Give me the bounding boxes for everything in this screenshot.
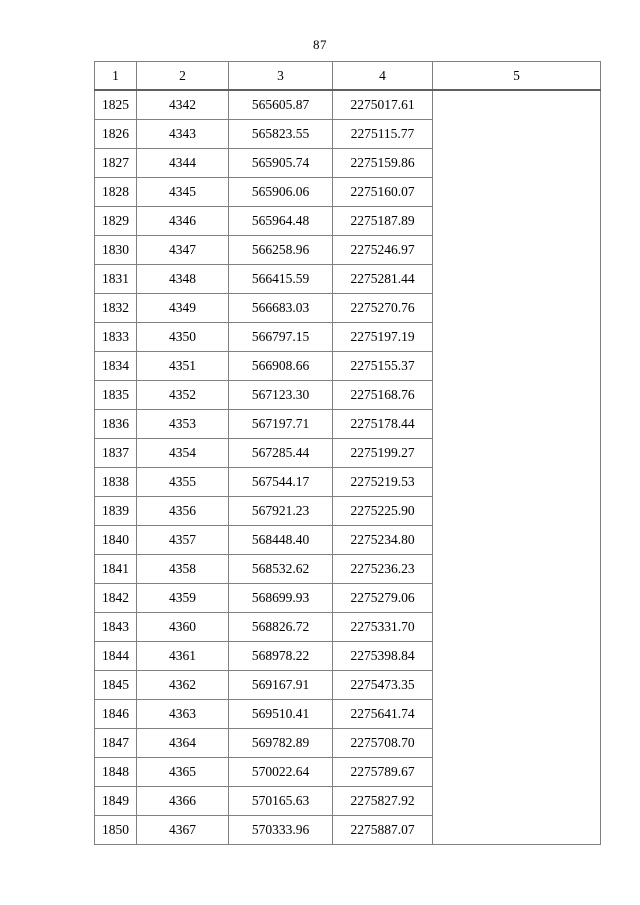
point-number-cell: 4345	[137, 178, 229, 207]
y-coordinate-cell: 2275197.19	[333, 323, 433, 352]
row-number-cell: 1832	[95, 294, 137, 323]
point-number-cell: 4351	[137, 352, 229, 381]
point-number-cell: 4353	[137, 410, 229, 439]
point-number-cell: 4360	[137, 613, 229, 642]
y-coordinate-cell: 2275789.67	[333, 758, 433, 787]
y-coordinate-cell: 2275115.77	[333, 120, 433, 149]
x-coordinate-cell: 567123.30	[229, 381, 333, 410]
y-coordinate-cell: 2275017.61	[333, 90, 433, 120]
point-number-cell: 4366	[137, 787, 229, 816]
y-coordinate-cell: 2275219.53	[333, 468, 433, 497]
point-number-cell: 4362	[137, 671, 229, 700]
column-5-cell	[433, 90, 601, 845]
table-body	[95, 90, 601, 845]
y-coordinate-cell: 2275708.70	[333, 729, 433, 758]
point-number-cell: 4363	[137, 700, 229, 729]
row-number-cell: 1847	[95, 729, 137, 758]
x-coordinate-cell: 567921.23	[229, 497, 333, 526]
row-number-cell: 1845	[95, 671, 137, 700]
header-col-2: 2	[137, 62, 229, 91]
point-number-cell: 4367	[137, 816, 229, 845]
point-number-cell: 4354	[137, 439, 229, 468]
row-number-cell: 1842	[95, 584, 137, 613]
row-number-cell: 1839	[95, 497, 137, 526]
x-coordinate-cell: 567285.44	[229, 439, 333, 468]
row-number-cell: 1825	[95, 90, 137, 120]
row-number-cell: 1827	[95, 149, 137, 178]
row-number-cell: 1838	[95, 468, 137, 497]
row-number-cell: 1826	[95, 120, 137, 149]
y-coordinate-cell: 2275168.76	[333, 381, 433, 410]
point-number-cell: 4358	[137, 555, 229, 584]
row-number-cell: 1828	[95, 178, 137, 207]
x-coordinate-cell: 570165.63	[229, 787, 333, 816]
x-coordinate-cell: 568826.72	[229, 613, 333, 642]
y-coordinate-cell: 2275246.97	[333, 236, 433, 265]
row-number-cell: 1850	[95, 816, 137, 845]
row-number-cell: 1831	[95, 265, 137, 294]
row-number-cell: 1846	[95, 700, 137, 729]
y-coordinate-cell: 2275827.92	[333, 787, 433, 816]
x-coordinate-cell: 569167.91	[229, 671, 333, 700]
header-col-5: 5	[433, 62, 601, 91]
x-coordinate-cell: 568699.93	[229, 584, 333, 613]
row-number-cell: 1835	[95, 381, 137, 410]
y-coordinate-cell: 2275160.07	[333, 178, 433, 207]
x-coordinate-cell: 565964.48	[229, 207, 333, 236]
point-number-cell: 4350	[137, 323, 229, 352]
point-number-cell: 4364	[137, 729, 229, 758]
point-number-cell: 4365	[137, 758, 229, 787]
point-number-cell: 4357	[137, 526, 229, 555]
point-number-cell: 4349	[137, 294, 229, 323]
x-coordinate-cell: 565605.87	[229, 90, 333, 120]
x-coordinate-cell: 566415.59	[229, 265, 333, 294]
row-number-cell: 1848	[95, 758, 137, 787]
table-header	[95, 62, 601, 91]
x-coordinate-cell: 570022.64	[229, 758, 333, 787]
point-number-cell: 4352	[137, 381, 229, 410]
x-coordinate-cell: 566258.96	[229, 236, 333, 265]
x-coordinate-cell: 568448.40	[229, 526, 333, 555]
point-number-cell: 4346	[137, 207, 229, 236]
y-coordinate-cell: 2275178.44	[333, 410, 433, 439]
row-number-cell: 1841	[95, 555, 137, 584]
row-number-cell: 1849	[95, 787, 137, 816]
x-coordinate-cell: 565823.55	[229, 120, 333, 149]
y-coordinate-cell: 2275236.23	[333, 555, 433, 584]
y-coordinate-cell: 2275199.27	[333, 439, 433, 468]
row-number-cell: 1843	[95, 613, 137, 642]
row-number-cell: 1844	[95, 642, 137, 671]
header-col-3: 3	[229, 62, 333, 91]
point-number-cell: 4356	[137, 497, 229, 526]
y-coordinate-cell: 2275187.89	[333, 207, 433, 236]
row-number-cell: 1840	[95, 526, 137, 555]
x-coordinate-cell: 568978.22	[229, 642, 333, 671]
page-number: 87	[313, 37, 327, 52]
x-coordinate-cell: 566908.66	[229, 352, 333, 381]
x-coordinate-cell: 569782.89	[229, 729, 333, 758]
y-coordinate-cell: 2275159.86	[333, 149, 433, 178]
point-number-cell: 4343	[137, 120, 229, 149]
y-coordinate-cell: 2275281.44	[333, 265, 433, 294]
x-coordinate-cell: 565905.74	[229, 149, 333, 178]
y-coordinate-cell: 2275270.76	[333, 294, 433, 323]
y-coordinate-cell: 2275331.70	[333, 613, 433, 642]
y-coordinate-cell: 2275887.07	[333, 816, 433, 845]
x-coordinate-cell: 569510.41	[229, 700, 333, 729]
row-number-cell: 1836	[95, 410, 137, 439]
table-row	[95, 90, 601, 120]
coordinates-table	[94, 61, 601, 845]
row-number-cell: 1834	[95, 352, 137, 381]
x-coordinate-cell: 570333.96	[229, 816, 333, 845]
point-number-cell: 4361	[137, 642, 229, 671]
header-row	[95, 62, 601, 91]
x-coordinate-cell: 566797.15	[229, 323, 333, 352]
y-coordinate-cell: 2275279.06	[333, 584, 433, 613]
x-coordinate-cell: 568532.62	[229, 555, 333, 584]
point-number-cell: 4344	[137, 149, 229, 178]
row-number-cell: 1829	[95, 207, 137, 236]
point-number-cell: 4355	[137, 468, 229, 497]
point-number-cell: 4348	[137, 265, 229, 294]
header-col-1: 1	[95, 62, 137, 91]
y-coordinate-cell: 2275225.90	[333, 497, 433, 526]
row-number-cell: 1837	[95, 439, 137, 468]
y-coordinate-cell: 2275473.35	[333, 671, 433, 700]
point-number-cell: 4342	[137, 90, 229, 120]
y-coordinate-cell: 2275234.80	[333, 526, 433, 555]
x-coordinate-cell: 567197.71	[229, 410, 333, 439]
y-coordinate-cell: 2275155.37	[333, 352, 433, 381]
x-coordinate-cell: 565906.06	[229, 178, 333, 207]
row-number-cell: 1833	[95, 323, 137, 352]
point-number-cell: 4347	[137, 236, 229, 265]
row-number-cell: 1830	[95, 236, 137, 265]
y-coordinate-cell: 2275398.84	[333, 642, 433, 671]
header-col-4: 4	[333, 62, 433, 91]
y-coordinate-cell: 2275641.74	[333, 700, 433, 729]
x-coordinate-cell: 567544.17	[229, 468, 333, 497]
x-coordinate-cell: 566683.03	[229, 294, 333, 323]
point-number-cell: 4359	[137, 584, 229, 613]
